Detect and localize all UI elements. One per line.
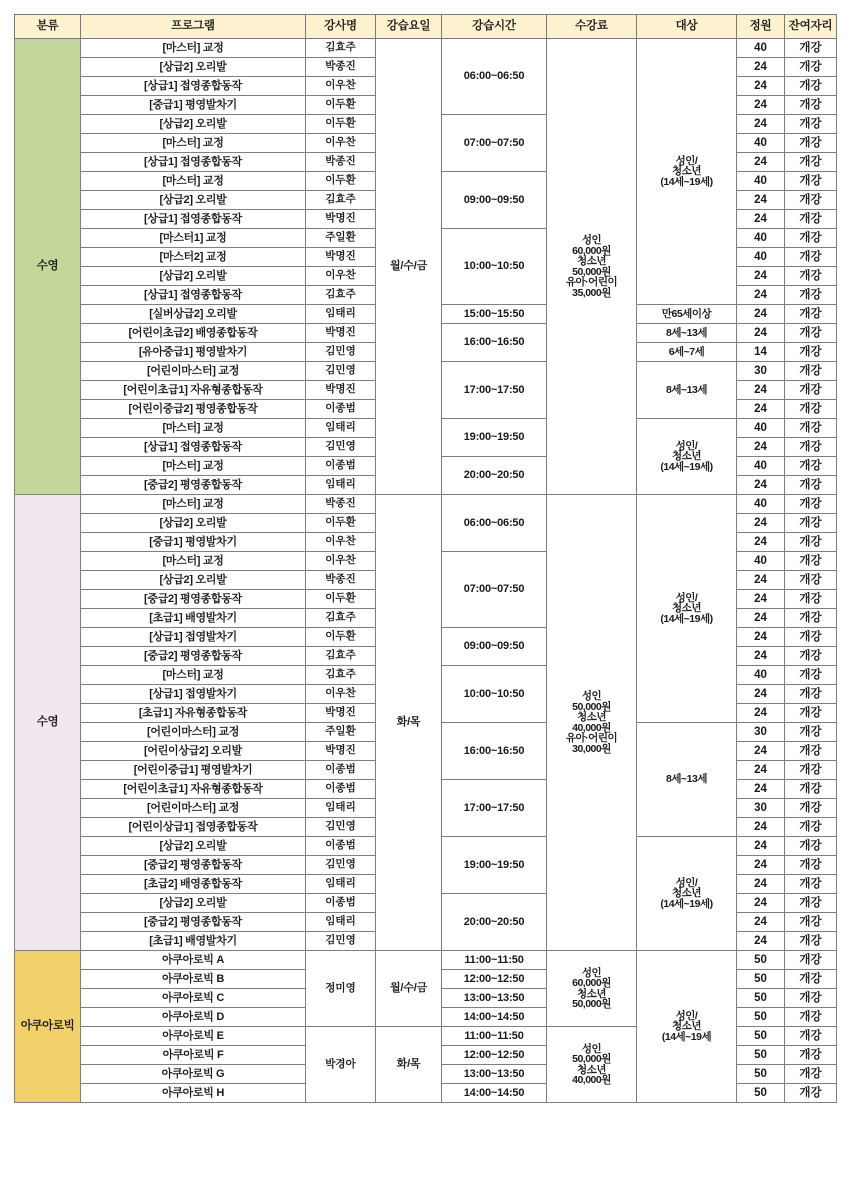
program-name-cell[interactable]: [상급2] 오리발: [81, 514, 306, 533]
column-header-6: 대상: [637, 15, 737, 39]
time-cell: 12:00~12:50: [442, 1046, 547, 1065]
capacity-cell: 50: [737, 1046, 785, 1065]
remaining-seats-cell[interactable]: 개강: [785, 1065, 837, 1084]
instructor-cell: 박종진: [306, 58, 376, 77]
capacity-cell: 24: [737, 609, 785, 628]
remaining-seats-cell[interactable]: 개강: [785, 267, 837, 286]
target-audience-cell: 성인/ 청소년 (14세~19세): [637, 39, 737, 305]
capacity-cell: 24: [737, 305, 785, 324]
program-name-cell[interactable]: [어린이상급1] 접영종합동작: [81, 818, 306, 837]
days-cell: 월/수/금: [376, 951, 442, 1027]
program-name-cell[interactable]: 아쿠아로빅 F: [81, 1046, 306, 1065]
capacity-cell: 24: [737, 324, 785, 343]
instructor-cell: 임태리: [306, 305, 376, 324]
program-name-cell[interactable]: [초급1] 배영발차기: [81, 932, 306, 951]
remaining-seats-cell[interactable]: 개강: [785, 343, 837, 362]
category-cell: 수영: [15, 39, 81, 495]
time-cell: 17:00~17:50: [442, 362, 547, 419]
instructor-cell: 정미영: [306, 951, 376, 1027]
program-name-cell[interactable]: 아쿠아로빅 D: [81, 1008, 306, 1027]
capacity-cell: 30: [737, 723, 785, 742]
program-name-cell[interactable]: [유아중급1] 평영발차기: [81, 343, 306, 362]
capacity-cell: 24: [737, 267, 785, 286]
program-name-cell[interactable]: [어린이초급2] 배영종합동작: [81, 324, 306, 343]
program-name-cell[interactable]: 아쿠아로빅 A: [81, 951, 306, 970]
instructor-cell: 이우찬: [306, 552, 376, 571]
capacity-cell: 24: [737, 476, 785, 495]
remaining-seats-cell[interactable]: 개강: [785, 77, 837, 96]
program-name-cell[interactable]: [어린이초급1] 자유형종합동작: [81, 381, 306, 400]
instructor-cell: 이두환: [306, 172, 376, 191]
remaining-seats-cell[interactable]: 개강: [785, 970, 837, 989]
capacity-cell: 50: [737, 989, 785, 1008]
program-name-cell[interactable]: [상급1] 접영종합동작: [81, 153, 306, 172]
time-cell: 10:00~10:50: [442, 229, 547, 305]
instructor-cell: 김민영: [306, 362, 376, 381]
program-name-cell[interactable]: [중급1] 평영발차기: [81, 533, 306, 552]
program-name-cell[interactable]: [중급1] 평영발차기: [81, 96, 306, 115]
program-name-cell[interactable]: [상급1] 접영발차기: [81, 685, 306, 704]
capacity-cell: 50: [737, 970, 785, 989]
target-audience-cell: 8세~13세: [637, 324, 737, 343]
fee-cell: 성인 60,000원 청소년 50,000원: [547, 951, 637, 1027]
remaining-seats-cell[interactable]: 개강: [785, 362, 837, 381]
capacity-cell: 40: [737, 457, 785, 476]
fee-cell: 성인 50,000원 청소년 40,000원: [547, 1027, 637, 1103]
instructor-cell: 이종범: [306, 457, 376, 476]
remaining-seats-cell[interactable]: 개강: [785, 58, 837, 77]
remaining-seats-cell[interactable]: 개강: [785, 400, 837, 419]
column-header-4: 강습시간: [442, 15, 547, 39]
instructor-cell: 이두환: [306, 115, 376, 134]
remaining-seats-cell[interactable]: 개강: [785, 780, 837, 799]
instructor-cell: 박명진: [306, 210, 376, 229]
column-header-7: 정원: [737, 15, 785, 39]
time-cell: 16:00~16:50: [442, 723, 547, 780]
program-name-cell[interactable]: [실버상급2] 오리발: [81, 305, 306, 324]
remaining-seats-cell[interactable]: 개강: [785, 533, 837, 552]
table-header: [15, 15, 837, 39]
capacity-cell: 24: [737, 191, 785, 210]
program-name-cell[interactable]: [어린이마스터] 교정: [81, 799, 306, 818]
capacity-cell: 24: [737, 96, 785, 115]
program-name-cell[interactable]: [마스터] 교정: [81, 419, 306, 438]
program-name-cell[interactable]: [마스터] 교정: [81, 39, 306, 58]
program-name-cell[interactable]: [마스터] 교정: [81, 666, 306, 685]
capacity-cell: 24: [737, 286, 785, 305]
capacity-cell: 50: [737, 1027, 785, 1046]
instructor-cell: 이종범: [306, 780, 376, 799]
table-row: [15, 951, 837, 970]
time-cell: 13:00~13:50: [442, 1065, 547, 1084]
remaining-seats-cell[interactable]: 개강: [785, 419, 837, 438]
remaining-seats-cell[interactable]: 개강: [785, 1027, 837, 1046]
program-name-cell[interactable]: [상급2] 오리발: [81, 267, 306, 286]
capacity-cell: 24: [737, 875, 785, 894]
target-audience-cell: 성인/ 청소년 (14세~19세): [637, 495, 737, 723]
program-name-cell[interactable]: [초급2] 배영종합동작: [81, 875, 306, 894]
instructor-cell: 이우찬: [306, 267, 376, 286]
capacity-cell: 50: [737, 1065, 785, 1084]
category-cell: 아쿠아로빅: [15, 951, 81, 1103]
remaining-seats-cell[interactable]: 개강: [785, 134, 837, 153]
remaining-seats-cell[interactable]: 개강: [785, 96, 837, 115]
capacity-cell: 24: [737, 58, 785, 77]
capacity-cell: 30: [737, 799, 785, 818]
instructor-cell: 박명진: [306, 381, 376, 400]
table-row: [15, 495, 837, 514]
capacity-cell: 24: [737, 628, 785, 647]
instructor-cell: 이두환: [306, 96, 376, 115]
program-name-cell[interactable]: [초급1] 자유형종합동작: [81, 704, 306, 723]
remaining-seats-cell[interactable]: 개강: [785, 39, 837, 58]
remaining-seats-cell[interactable]: 개강: [785, 609, 837, 628]
remaining-seats-cell[interactable]: 개강: [785, 837, 837, 856]
program-name-cell[interactable]: [마스터1] 교정: [81, 229, 306, 248]
program-name-cell[interactable]: 아쿠아로빅 B: [81, 970, 306, 989]
instructor-cell: 이종범: [306, 761, 376, 780]
instructor-cell: 이우찬: [306, 533, 376, 552]
capacity-cell: 40: [737, 134, 785, 153]
instructor-cell: 이종범: [306, 400, 376, 419]
time-cell: 06:00~06:50: [442, 39, 547, 115]
instructor-cell: 이두환: [306, 514, 376, 533]
column-header-5: 수강료: [547, 15, 637, 39]
instructor-cell: 김효주: [306, 647, 376, 666]
time-cell: 14:00~14:50: [442, 1008, 547, 1027]
remaining-seats-cell[interactable]: 개강: [785, 1084, 837, 1103]
remaining-seats-cell[interactable]: 개강: [785, 210, 837, 229]
capacity-cell: 24: [737, 913, 785, 932]
instructor-cell: 이종범: [306, 837, 376, 856]
capacity-cell: 24: [737, 818, 785, 837]
remaining-seats-cell[interactable]: 개강: [785, 894, 837, 913]
time-cell: 10:00~10:50: [442, 666, 547, 723]
remaining-seats-cell[interactable]: 개강: [785, 856, 837, 875]
instructor-cell: 임태리: [306, 476, 376, 495]
remaining-seats-cell[interactable]: 개강: [785, 875, 837, 894]
remaining-seats-cell[interactable]: 개강: [785, 761, 837, 780]
days-cell: 월/수/금: [376, 39, 442, 495]
capacity-cell: 24: [737, 894, 785, 913]
remaining-seats-cell[interactable]: 개강: [785, 704, 837, 723]
time-cell: 17:00~17:50: [442, 780, 547, 837]
time-cell: 09:00~09:50: [442, 628, 547, 666]
time-cell: 11:00~11:50: [442, 1027, 547, 1046]
program-name-cell[interactable]: 아쿠아로빅 E: [81, 1027, 306, 1046]
program-name-cell[interactable]: [중급2] 평영종합동작: [81, 590, 306, 609]
time-cell: 06:00~06:50: [442, 495, 547, 552]
table-row: [15, 39, 837, 58]
remaining-seats-cell[interactable]: 개강: [785, 1046, 837, 1065]
target-audience-cell: 6세~7세: [637, 343, 737, 362]
program-name-cell[interactable]: 아쿠아로빅 G: [81, 1065, 306, 1084]
column-header-0: 분류: [15, 15, 81, 39]
capacity-cell: 24: [737, 381, 785, 400]
remaining-seats-cell[interactable]: 개강: [785, 799, 837, 818]
program-name-cell[interactable]: [상급2] 오리발: [81, 58, 306, 77]
capacity-cell: 24: [737, 742, 785, 761]
capacity-cell: 24: [737, 571, 785, 590]
instructor-cell: 김효주: [306, 609, 376, 628]
remaining-seats-cell[interactable]: 개강: [785, 913, 837, 932]
instructor-cell: 김민영: [306, 856, 376, 875]
program-name-cell[interactable]: [상급1] 접영종합동작: [81, 286, 306, 305]
remaining-seats-cell[interactable]: 개강: [785, 495, 837, 514]
instructor-cell: 이우찬: [306, 685, 376, 704]
capacity-cell: 24: [737, 647, 785, 666]
time-cell: 14:00~14:50: [442, 1084, 547, 1103]
program-name-cell[interactable]: [마스터] 교정: [81, 457, 306, 476]
instructor-cell: 주일환: [306, 229, 376, 248]
time-cell: 16:00~16:50: [442, 324, 547, 362]
program-name-cell[interactable]: [어린이중급1] 평영발차기: [81, 761, 306, 780]
target-audience-cell: 성인/ 청소년 (14세~19세): [637, 837, 737, 951]
capacity-cell: 24: [737, 438, 785, 457]
instructor-cell: 이우찬: [306, 134, 376, 153]
capacity-cell: 24: [737, 153, 785, 172]
fee-cell: 성인 60,000원 청소년 50,000원 유아·어린이 35,000원: [547, 39, 637, 495]
program-name-cell[interactable]: [상급1] 접영종합동작: [81, 77, 306, 96]
target-audience-cell: 성인/ 청소년 (14세~19세: [637, 951, 737, 1103]
program-name-cell[interactable]: [중급2] 평영종합동작: [81, 647, 306, 666]
target-audience-cell: 8세~13세: [637, 362, 737, 419]
capacity-cell: 50: [737, 1084, 785, 1103]
remaining-seats-cell[interactable]: 개강: [785, 172, 837, 191]
category-cell: 수영: [15, 495, 81, 951]
instructor-cell: 김민영: [306, 818, 376, 837]
remaining-seats-cell[interactable]: 개강: [785, 590, 837, 609]
column-header-2: 강사명: [306, 15, 376, 39]
instructor-cell: 임태리: [306, 419, 376, 438]
instructor-cell: 임태리: [306, 913, 376, 932]
target-audience-cell: 성인/ 청소년 (14세~19세): [637, 419, 737, 495]
capacity-cell: 30: [737, 362, 785, 381]
instructor-cell: 박명진: [306, 248, 376, 267]
program-name-cell[interactable]: [어린이초급1] 자유형종합동작: [81, 780, 306, 799]
table-body: [15, 39, 837, 1103]
time-cell: 09:00~09:50: [442, 172, 547, 229]
remaining-seats-cell[interactable]: 개강: [785, 989, 837, 1008]
remaining-seats-cell[interactable]: 개강: [785, 932, 837, 951]
instructor-cell: 이우찬: [306, 77, 376, 96]
time-cell: 11:00~11:50: [442, 951, 547, 970]
capacity-cell: 24: [737, 837, 785, 856]
capacity-cell: 40: [737, 666, 785, 685]
program-name-cell[interactable]: [중급2] 평영종합동작: [81, 476, 306, 495]
remaining-seats-cell[interactable]: 개강: [785, 153, 837, 172]
program-name-cell[interactable]: [상급2] 오리발: [81, 894, 306, 913]
capacity-cell: 24: [737, 780, 785, 799]
program-name-cell[interactable]: [상급2] 오리발: [81, 115, 306, 134]
program-name-cell[interactable]: [상급2] 오리발: [81, 571, 306, 590]
time-cell: 20:00~20:50: [442, 894, 547, 951]
instructor-cell: 임태리: [306, 875, 376, 894]
program-name-cell[interactable]: [어린이중급2] 평영종합동작: [81, 400, 306, 419]
program-name-cell[interactable]: [마스터] 교정: [81, 552, 306, 571]
time-cell: 20:00~20:50: [442, 457, 547, 495]
remaining-seats-cell[interactable]: 개강: [785, 305, 837, 324]
time-cell: 19:00~19:50: [442, 837, 547, 894]
remaining-seats-cell[interactable]: 개강: [785, 647, 837, 666]
time-cell: 15:00~15:50: [442, 305, 547, 324]
instructor-cell: 주일환: [306, 723, 376, 742]
remaining-seats-cell[interactable]: 개강: [785, 818, 837, 837]
days-cell: 화/목: [376, 1027, 442, 1103]
program-name-cell[interactable]: [어린이상급2] 오리발: [81, 742, 306, 761]
capacity-cell: 24: [737, 932, 785, 951]
remaining-seats-cell[interactable]: 개강: [785, 628, 837, 647]
remaining-seats-cell[interactable]: 개강: [785, 286, 837, 305]
header-row: [15, 15, 837, 39]
column-header-3: 강습요일: [376, 15, 442, 39]
capacity-cell: 24: [737, 761, 785, 780]
time-cell: 07:00~07:50: [442, 552, 547, 628]
capacity-cell: 40: [737, 248, 785, 267]
instructor-cell: 김효주: [306, 39, 376, 58]
instructor-cell: 김효주: [306, 191, 376, 210]
remaining-seats-cell[interactable]: 개강: [785, 723, 837, 742]
time-cell: 13:00~13:50: [442, 989, 547, 1008]
program-name-cell[interactable]: [초급1] 배영발차기: [81, 609, 306, 628]
program-schedule-table: [14, 14, 837, 1103]
remaining-seats-cell[interactable]: 개강: [785, 115, 837, 134]
remaining-seats-cell[interactable]: 개강: [785, 324, 837, 343]
instructor-cell: 박경아: [306, 1027, 376, 1103]
capacity-cell: 40: [737, 495, 785, 514]
capacity-cell: 50: [737, 1008, 785, 1027]
remaining-seats-cell[interactable]: 개강: [785, 438, 837, 457]
capacity-cell: 14: [737, 343, 785, 362]
remaining-seats-cell[interactable]: 개강: [785, 457, 837, 476]
instructor-cell: 이두환: [306, 628, 376, 647]
remaining-seats-cell[interactable]: 개강: [785, 1008, 837, 1027]
remaining-seats-cell[interactable]: 개강: [785, 552, 837, 571]
program-name-cell[interactable]: [상급2] 오리발: [81, 837, 306, 856]
capacity-cell: 40: [737, 229, 785, 248]
program-name-cell[interactable]: [중급2] 평영종합동작: [81, 913, 306, 932]
program-name-cell[interactable]: [상급1] 접영발차기: [81, 628, 306, 647]
instructor-cell: 김민영: [306, 343, 376, 362]
time-cell: 12:00~12:50: [442, 970, 547, 989]
column-header-8: 잔여자리: [785, 15, 837, 39]
instructor-cell: 박명진: [306, 742, 376, 761]
capacity-cell: 50: [737, 951, 785, 970]
capacity-cell: 24: [737, 400, 785, 419]
program-name-cell[interactable]: 아쿠아로빅 H: [81, 1084, 306, 1103]
capacity-cell: 24: [737, 210, 785, 229]
remaining-seats-cell[interactable]: 개강: [785, 685, 837, 704]
instructor-cell: 김효주: [306, 286, 376, 305]
capacity-cell: 40: [737, 172, 785, 191]
instructor-cell: 임태리: [306, 799, 376, 818]
program-name-cell[interactable]: [상급1] 접영종합동작: [81, 210, 306, 229]
instructor-cell: 김민영: [306, 438, 376, 457]
program-name-cell[interactable]: [마스터] 교정: [81, 134, 306, 153]
time-cell: 07:00~07:50: [442, 115, 547, 172]
remaining-seats-cell[interactable]: 개강: [785, 514, 837, 533]
capacity-cell: 24: [737, 590, 785, 609]
instructor-cell: 김민영: [306, 932, 376, 951]
column-header-1: 프로그램: [81, 15, 306, 39]
remaining-seats-cell[interactable]: 개강: [785, 951, 837, 970]
instructor-cell: 박명진: [306, 324, 376, 343]
capacity-cell: 24: [737, 685, 785, 704]
program-name-cell[interactable]: [마스터2] 교정: [81, 248, 306, 267]
capacity-cell: 24: [737, 77, 785, 96]
days-cell: 화/목: [376, 495, 442, 951]
instructor-cell: 박종진: [306, 495, 376, 514]
program-name-cell[interactable]: [상급2] 오리발: [81, 191, 306, 210]
capacity-cell: 40: [737, 552, 785, 571]
remaining-seats-cell[interactable]: 개강: [785, 571, 837, 590]
remaining-seats-cell[interactable]: 개강: [785, 381, 837, 400]
capacity-cell: 40: [737, 419, 785, 438]
instructor-cell: 박종진: [306, 153, 376, 172]
capacity-cell: 24: [737, 704, 785, 723]
capacity-cell: 40: [737, 39, 785, 58]
remaining-seats-cell[interactable]: 개강: [785, 666, 837, 685]
remaining-seats-cell[interactable]: 개강: [785, 248, 837, 267]
program-name-cell[interactable]: [중급2] 평영종합동작: [81, 856, 306, 875]
program-name-cell[interactable]: [상급1] 접영종합동작: [81, 438, 306, 457]
remaining-seats-cell[interactable]: 개강: [785, 476, 837, 495]
instructor-cell: 박명진: [306, 704, 376, 723]
remaining-seats-cell[interactable]: 개강: [785, 742, 837, 761]
program-name-cell[interactable]: [마스터] 교정: [81, 495, 306, 514]
capacity-cell: 24: [737, 115, 785, 134]
instructor-cell: 김효주: [306, 666, 376, 685]
remaining-seats-cell[interactable]: 개강: [785, 229, 837, 248]
instructor-cell: 이종범: [306, 894, 376, 913]
target-audience-cell: 만65세이상: [637, 305, 737, 324]
program-name-cell[interactable]: [어린이마스터] 교정: [81, 723, 306, 742]
program-name-cell[interactable]: [마스터] 교정: [81, 172, 306, 191]
program-name-cell[interactable]: [어린이마스터] 교정: [81, 362, 306, 381]
capacity-cell: 24: [737, 514, 785, 533]
remaining-seats-cell[interactable]: 개강: [785, 191, 837, 210]
instructor-cell: 박종진: [306, 571, 376, 590]
capacity-cell: 24: [737, 533, 785, 552]
program-name-cell[interactable]: 아쿠아로빅 C: [81, 989, 306, 1008]
instructor-cell: 이두환: [306, 590, 376, 609]
time-cell: 19:00~19:50: [442, 419, 547, 457]
fee-cell: 성인 50,000원 청소년 40,000원 유아·어린이 30,000원: [547, 495, 637, 951]
target-audience-cell: 8세~13세: [637, 723, 737, 837]
capacity-cell: 24: [737, 856, 785, 875]
